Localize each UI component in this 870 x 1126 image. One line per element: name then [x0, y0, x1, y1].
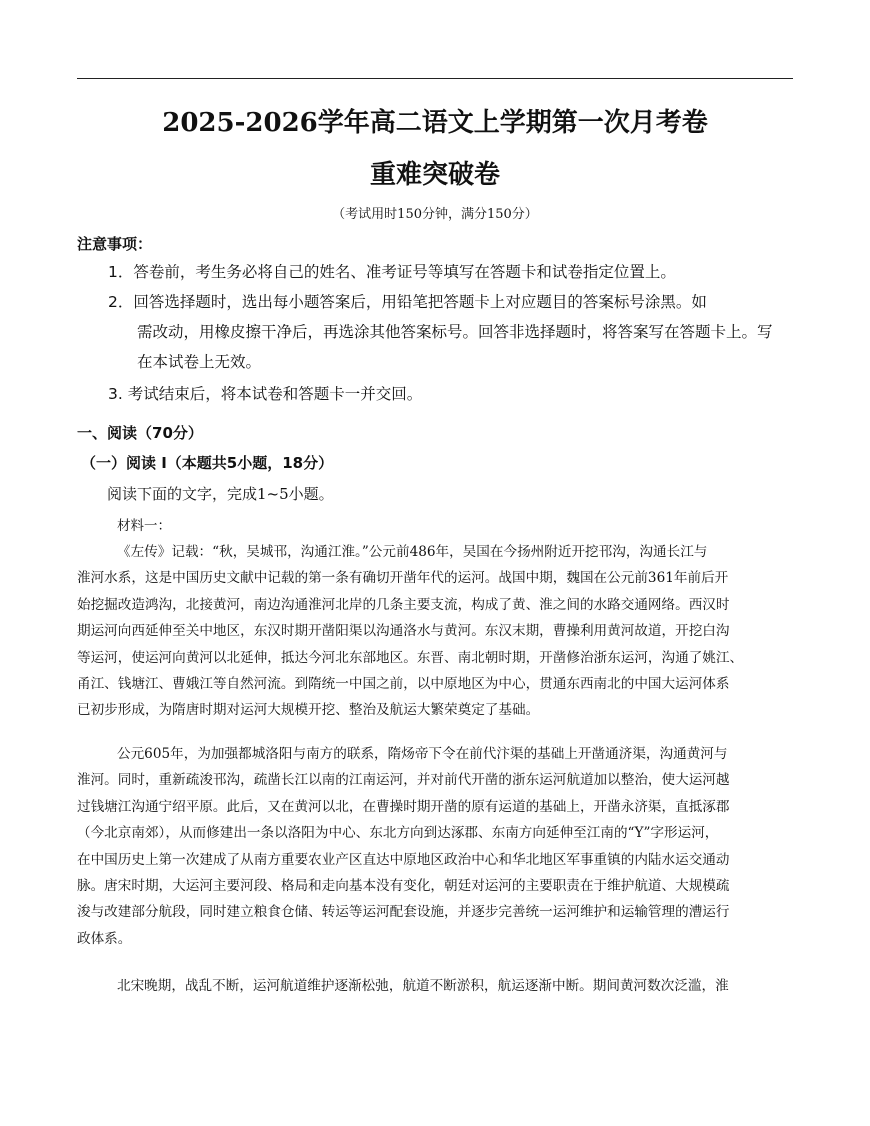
section-heading: 一、阅读（70分）: [77, 424, 203, 442]
notice-item-2-cont: 需改动，用橡皮擦干净后，再选涂其他答案标号。回答非选择题时，将答案写在答题卡上。写: [137, 323, 773, 341]
paragraph-line: 甬江、钱塘江、曹娥江等自然河流。到隋统一中国之前，以中原地区为中心，贯通东西南北的中国大运河体系: [77, 675, 730, 692]
notice-item-3: 3. 考试结束后，将本试卷和答题卡一并交回。: [108, 385, 423, 403]
paragraph-line: 已初步形成，为隋唐时期对运河大规模开挖、整治及航运大繁荣奠定了基础。: [77, 702, 540, 719]
notice-heading: 注意事项：: [77, 235, 153, 253]
notice-item-2: 2．回答选择题时，选出每小题答案后，用铅笔把答题卡上对应题目的答案标号涂黑。如: [108, 293, 707, 311]
notice-item-1: 1．答卷前，考生务必将自己的姓名、准考证号等填写在答题卡和试卷指定位置上。: [108, 263, 676, 281]
paragraph-line: 脉。唐宋时期，大运河主要河段、格局和走向基本没有变化，朝廷对运河的主要职责在于维护航道、大规模疏: [77, 877, 730, 894]
subsection-heading: （一）阅读 I（本题共5小题，18分）: [81, 454, 334, 472]
paragraph-line: 《左传》记载：“秋，吴城邗，沟通江淮。”公元前486年，吴国在今扬州附近开挖邗沟，沟通长江与: [117, 544, 708, 560]
paragraph-line: 北宋晚期，战乱不断，运河航道维护逐渐松弛，航道不断淤积，航运逐渐中断。期间黄河数次泛滥，淮: [117, 978, 729, 994]
paragraph-line: 政体系。: [77, 930, 132, 947]
notice-item-2-end: 在本试卷上无效。: [137, 353, 262, 371]
paragraph-line: 公元605年，为加强都城洛阳与南方的联系，隋炀帝下令在前代汴渠的基础上开凿通济渠，沟通黄河与: [117, 746, 728, 762]
header-rule: [77, 78, 793, 79]
paragraph-line: 浚与改建部分航段，同时建立粮食仓储、转运等运河配套设施，并逐步完善统一运河维护和运输管理的漕运行: [77, 904, 730, 921]
paragraph-2: [77, 741, 793, 952]
material-label: 材料一：: [117, 518, 171, 534]
paragraph-line: 淮河水系，这是中国历史文献中记载的第一条有确切开凿年代的运河。战国中期，魏国在公元前361年前后开: [77, 570, 729, 587]
exam-info: （考试用时150分钟，满分150分）: [332, 207, 538, 222]
paragraph-line: 始挖掘改造鸿沟，北接黄河，南边沟通淮河北岸的几条主要支流，构成了黄、淮之间的水路交通网络。西汉时: [77, 596, 730, 613]
paragraph-line: 过钱塘江沟通宁绍平原。此后，又在黄河以北，在曹操时期开凿的原有运道的基础上，开凿永济渠，直抵涿郡: [77, 798, 730, 815]
paragraph-1: [77, 539, 793, 724]
paragraph-line: 在中国历史上第一次建成了从南方重要农业产区直达中原地区政治中心和华北地区军事重镇的内陆水运交通动: [77, 851, 730, 868]
exam-subtitle: 重难突破卷: [369, 160, 500, 190]
paragraph-line: 淮河。同时，重新疏浚邗沟，疏凿长江以南的江南运河，并对前代开凿的浙东运河航道加以整治，使大运河越: [77, 772, 730, 789]
paragraph-3: [77, 973, 793, 999]
paragraph-line: 期运河向西延伸至关中地区，东汉时期开凿阳渠以沟通洛水与黄河。东汉末期，曹操利用黄河故道，开挖白沟: [77, 623, 730, 640]
reading-instruction: 阅读下面的文字，完成1~5小题。: [107, 485, 334, 503]
exam-title: 2025-2026学年高二语文上学期第一次月考卷: [162, 108, 708, 138]
paragraph-line: （今北京南郊），从而修建出一条以洛阳为中心、东北方向到达涿郡、东南方向延伸至江南的“Y”字形运河，: [77, 825, 719, 842]
paragraph-line: 等运河，使运河向黄河以北延伸，抵达今河北东部地区。东晋、南北朝时期，开凿修治浙东运河，沟通了姚江、: [77, 649, 744, 666]
